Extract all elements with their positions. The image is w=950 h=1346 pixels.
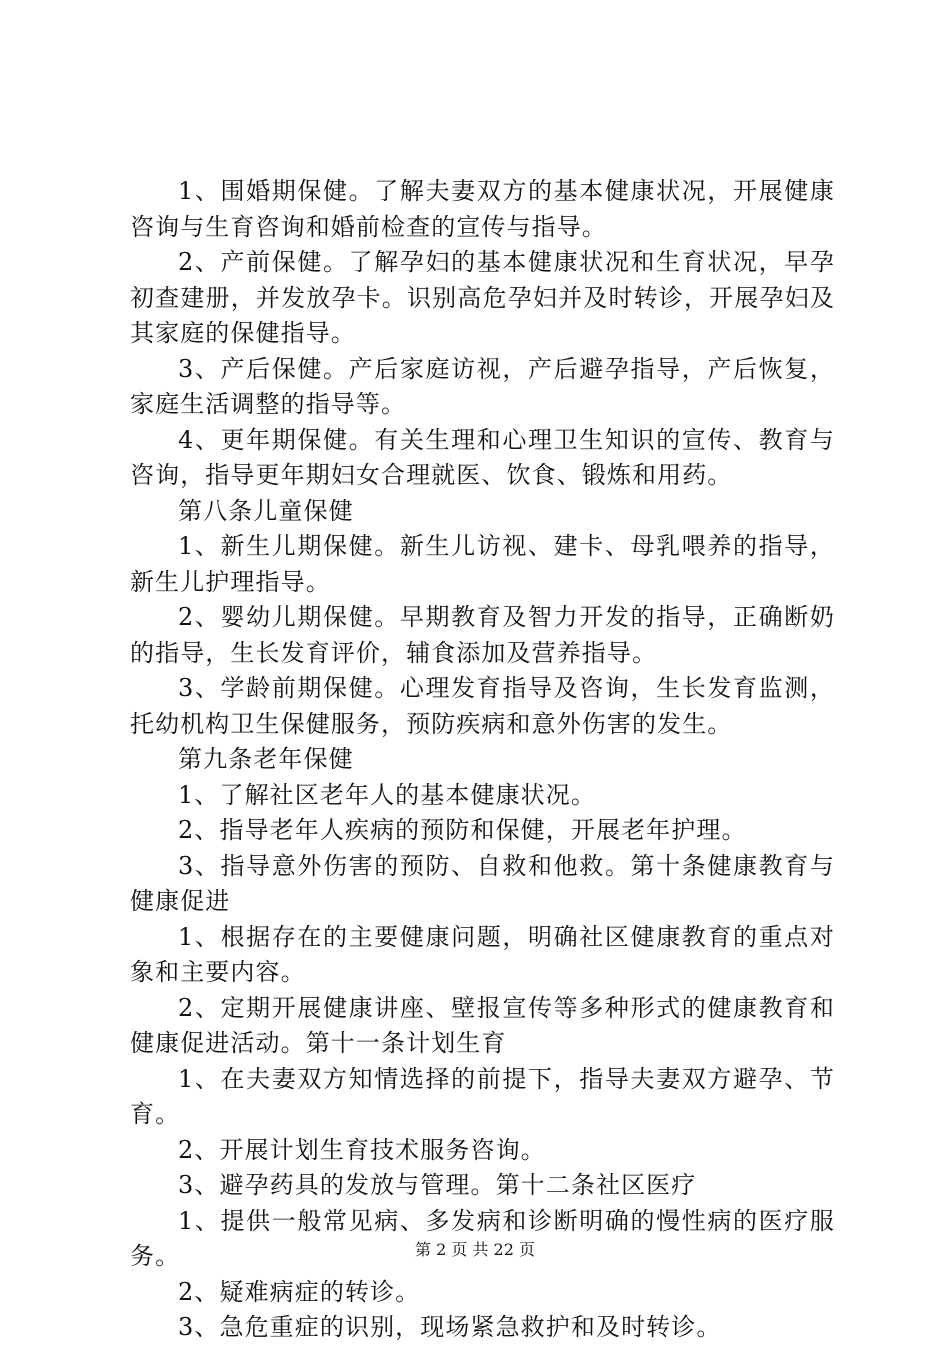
section-heading: 第九条老年保健 (178, 745, 354, 773)
paragraph: 1、了解社区老年人的基本健康状况。 (178, 780, 596, 809)
paragraph: 2、开展计划生育技术服务咨询。 (178, 1135, 546, 1164)
paragraph: 2、产前保健。了解孕妇的基本健康状况和生育状况，早孕初查建册，并发放孕卡。识别高危孕妇并及时转诊，开展孕妇及其家庭的保健指导。 (130, 248, 835, 347)
paragraph: 3、学龄前期保健。心理发育指导及咨询，生长发育监测，托幼机构卫生保健服务，预防疾病和意外伤害的发生。 (130, 674, 835, 738)
paragraph: 2、定期开展健康讲座、壁报宣传等多种形式的健康教育和健康促进活动。第十一条计划生育 (130, 993, 835, 1057)
paragraph: 3、急危重症的识别，现场紧急救护和及时转诊。 (178, 1313, 722, 1341)
paragraph: 3、避孕药具的发放与管理。第十二条社区医疗 (178, 1171, 697, 1199)
document-body (130, 174, 835, 1346)
paragraph: 2、疑难病症的转诊。 (178, 1277, 421, 1306)
paragraph: 3、产后保健。产后家庭访视，产后避孕指导，产后恢复，家庭生活调整的指导等。 (130, 354, 835, 418)
paragraph: 1、根据存在的主要健康问题，明确社区健康教育的重点对象和主要内容。 (130, 922, 835, 986)
paragraph: 4、更年期保健。有关生理和心理卫生知识的宣传、教育与咨询，指导更年期妇女合理就医、饮食、锻炼和用药。 (130, 425, 835, 489)
paragraph: 2、指导老年人疾病的预防和保健，开展老年护理。 (178, 816, 747, 844)
paragraph: 1、在夫妻双方知情选择的前提下，指导夫妻双方避孕、节育。 (130, 1064, 835, 1128)
page-number-footer: 第 2 页 共 22 页 (415, 1240, 535, 1259)
paragraph: 1、围婚期保健。了解夫妻双方的基本健康状况，开展健康咨询与生育咨询和婚前检查的宣传与指导。 (130, 177, 835, 241)
section-heading: 第八条儿童保健 (178, 496, 354, 525)
paragraph: 1、新生儿期保健。新生儿访视、建卡、母乳喂养的指导，新生儿护理指导。 (130, 532, 835, 596)
paragraph: 3、指导意外伤害的预防、自救和他救。第十条健康教育与健康促进 (130, 851, 835, 915)
paragraph: 1、提供一般常见病、多发病和诊断明确的慢性病的医疗服务。 (130, 1206, 835, 1270)
paragraph: 2、婴幼儿期保健。早期教育及智力开发的指导，正确断奶的指导，生长发育评价，辅食添加及营养指导。 (130, 603, 835, 667)
